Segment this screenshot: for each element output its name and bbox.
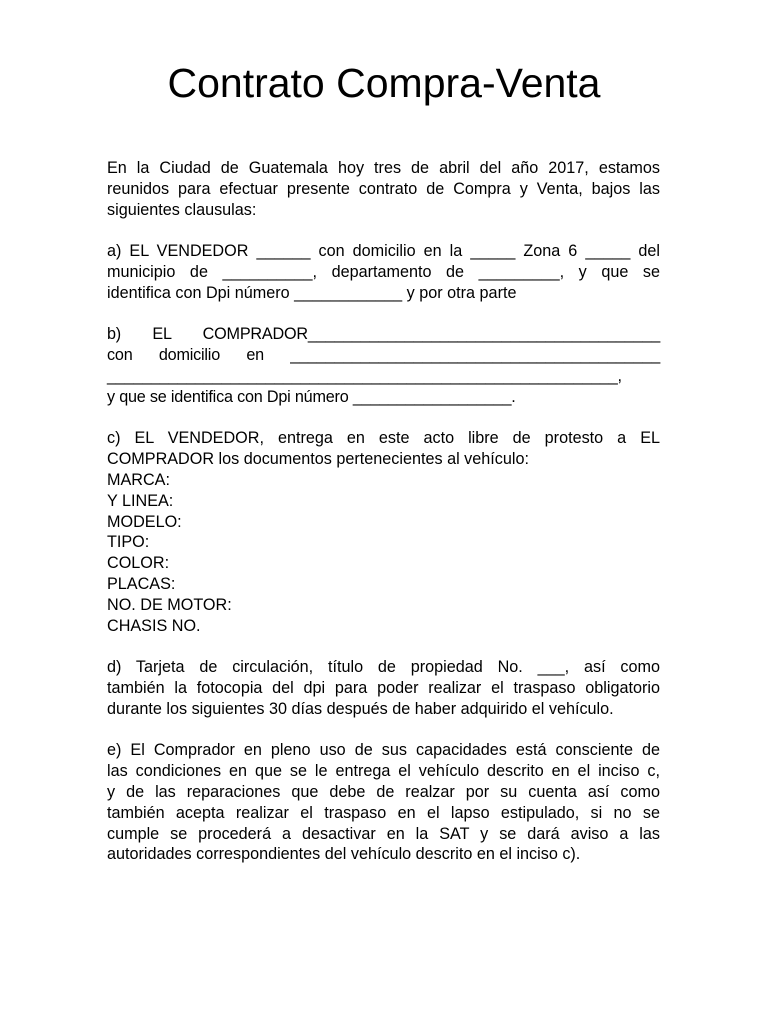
clause-e-line: las condiciones en que se le entrega el vehículo descrito en el inciso c, xyxy=(107,762,660,781)
clause-e-paragraph xyxy=(107,740,660,865)
document-body xyxy=(107,158,660,886)
clause-e-line: e) El Comprador en pleno uso de sus capacidades está consciente de xyxy=(107,741,660,760)
clause-d-paragraph xyxy=(107,657,660,719)
clause-a-line: identifica con Dpi número ____________ y por otra parte xyxy=(107,283,517,302)
clause-d-line: también la fotocopia del dpi para poder realizar el traspaso obligatorio xyxy=(107,678,660,697)
clause-e-line: y de las reparaciones que debe de realzar por su cuenta así como xyxy=(107,782,660,801)
vehicle-field-motor: NO. DE MOTOR: xyxy=(107,595,232,614)
document-title: Contrato Compra-Venta xyxy=(167,60,601,106)
intro-line: siguientes clausulas: xyxy=(107,200,257,219)
vehicle-field-tipo: TIPO: xyxy=(107,533,150,552)
clause-e-line: cumple se procederá a desactivar en la SAT y se dará aviso a las xyxy=(107,824,660,843)
clause-d-line: durante los siguientes 30 días después de haber adquirido el vehículo. xyxy=(107,699,614,718)
clause-b-line: __________________________________________________________, xyxy=(107,366,622,385)
clause-a-line: municipio de __________, departamento de _________, y que se xyxy=(107,262,660,281)
intro-line: reunidos para efectuar presente contrato de Compra y Venta, bajos las xyxy=(107,179,660,198)
clause-b-line: con domicilio en __________________________________________ xyxy=(107,346,660,365)
clause-b-line: b) EL COMPRADOR________________________________________ xyxy=(107,325,660,344)
vehicle-field-chasis: CHASIS NO. xyxy=(107,616,201,635)
clause-c-paragraph xyxy=(107,428,660,636)
clause-a-line: a) EL VENDEDOR ______ con domicilio en la _____ Zona 6 _____ del xyxy=(107,242,660,261)
vehicle-field-marca: MARCA: xyxy=(107,470,170,489)
vehicle-field-linea: Y LINEA: xyxy=(107,491,174,510)
clause-e-line: también acepta realizar el traspaso en el lapso estipulado, si no se xyxy=(107,803,660,822)
vehicle-field-modelo: MODELO: xyxy=(107,512,182,531)
clause-b-paragraph xyxy=(107,324,660,407)
clause-c-line: COMPRADOR los documentos pertenecientes al vehículo: xyxy=(107,450,529,469)
clause-d-line: d) Tarjeta de circulación, título de propiedad No. ___, así como xyxy=(107,658,660,677)
clause-a-paragraph xyxy=(107,241,660,303)
clause-b-line: y que se identifica con Dpi número __________________. xyxy=(107,387,516,406)
intro-line: En la Ciudad de Guatemala hoy tres de abril del año 2017, estamos xyxy=(107,159,660,177)
clause-e-line: autoridades correspondientes del vehículo descrito en el inciso c). xyxy=(107,845,581,864)
intro-paragraph xyxy=(107,158,660,220)
clause-c-line: c) EL VENDEDOR, entrega en este acto libre de protesto a EL xyxy=(107,429,660,448)
vehicle-field-color: COLOR: xyxy=(107,554,170,573)
vehicle-field-placas: PLACAS: xyxy=(107,574,176,593)
